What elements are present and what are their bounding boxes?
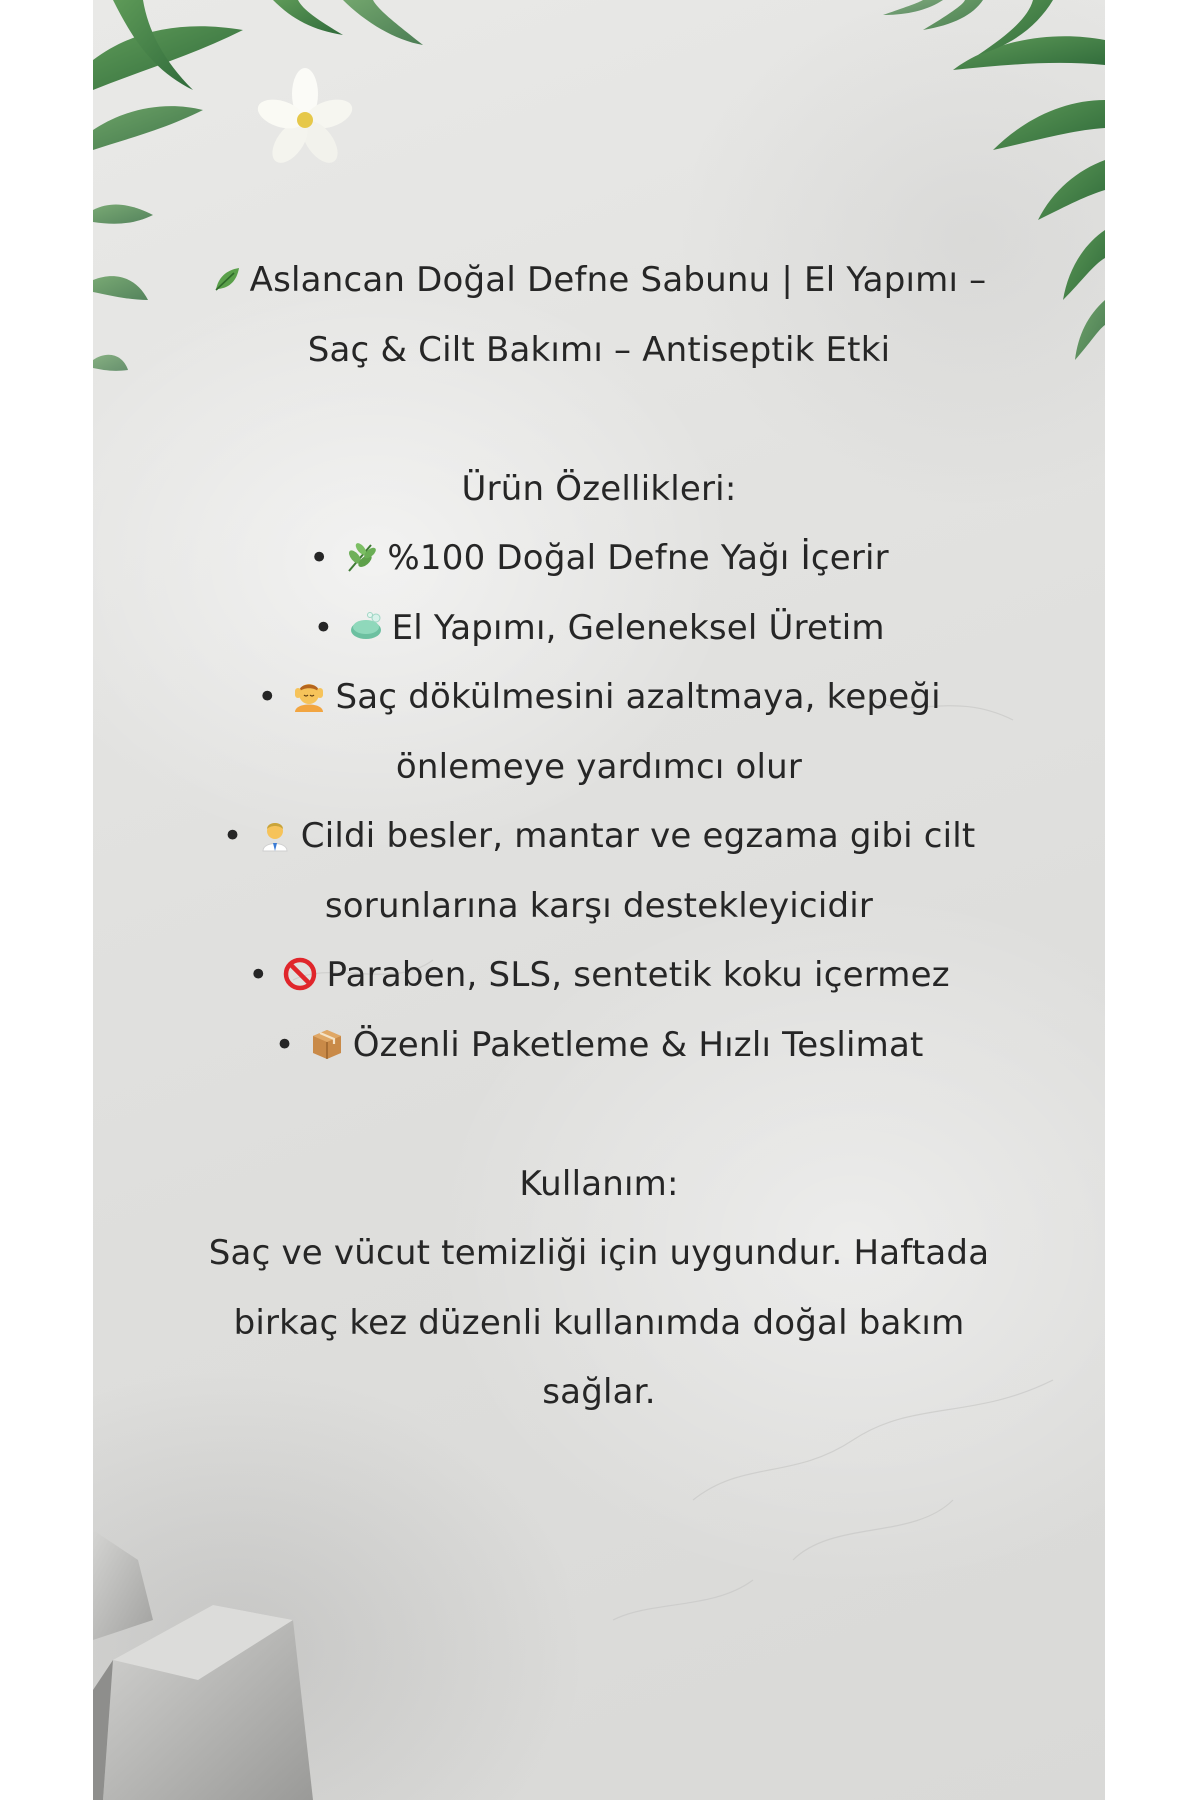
bullet: • [248, 955, 269, 995]
list-item [93, 524, 1105, 594]
bullet: • [222, 816, 243, 856]
package-icon [309, 1026, 345, 1062]
person-icon [257, 817, 293, 853]
face-massage-icon [291, 678, 327, 714]
title-line-2: Saç & Cilt Bakımı – Antiseptik Etki [307, 329, 891, 370]
feature-text: Saç dökülmesini azaltmaya, kepeği [335, 677, 941, 717]
flower-icon [254, 68, 356, 169]
bullet: • [313, 607, 334, 648]
bullet: • [274, 1024, 295, 1065]
list-item [93, 941, 1105, 1011]
feature-text: El Yapımı, Geleneksel Üretim [391, 607, 885, 648]
list-item [93, 802, 1105, 872]
feature-text-continued: önlemeye yardımcı olur [395, 746, 803, 787]
herb-icon [343, 539, 379, 575]
title-line-1 [93, 246, 1105, 316]
feature-text: Cildi besler, mantar ve egzama gibi cilt [300, 816, 976, 856]
list-item [93, 1011, 1105, 1081]
feature-text: Özenli Paketleme & Hızlı Teslimat [352, 1024, 924, 1065]
leaf-icon [212, 264, 242, 294]
features-heading: Ürün Özellikleri: [461, 468, 737, 509]
feature-text: Paraben, SLS, sentetik koku içermez [326, 955, 950, 995]
soap-icon [348, 609, 384, 645]
bullet: • [257, 677, 278, 717]
prohibited-icon [282, 956, 318, 992]
product-card [93, 0, 1105, 1800]
usage-text-line: birkaç kez düzenli kullanımda doğal bakım [233, 1302, 965, 1343]
bullet: • [309, 538, 330, 578]
list-item [93, 663, 1105, 733]
product-description [93, 246, 1105, 1428]
feature-text: %100 Doğal Defne Yağı İçerir [387, 538, 889, 578]
list-item [93, 594, 1105, 664]
feature-text-continued: sorunlarına karşı destekleyicidir [324, 885, 874, 926]
usage-text-line: Saç ve vücut temizliği için uygundur. Haftada [208, 1233, 990, 1273]
usage-heading: Kullanım: [519, 1163, 679, 1204]
title-text-1: Aslancan Doğal Defne Sabunu | El Yapımı – [249, 260, 987, 300]
stone-blocks [93, 1530, 313, 1800]
usage-text-line: sağlar. [542, 1372, 656, 1412]
